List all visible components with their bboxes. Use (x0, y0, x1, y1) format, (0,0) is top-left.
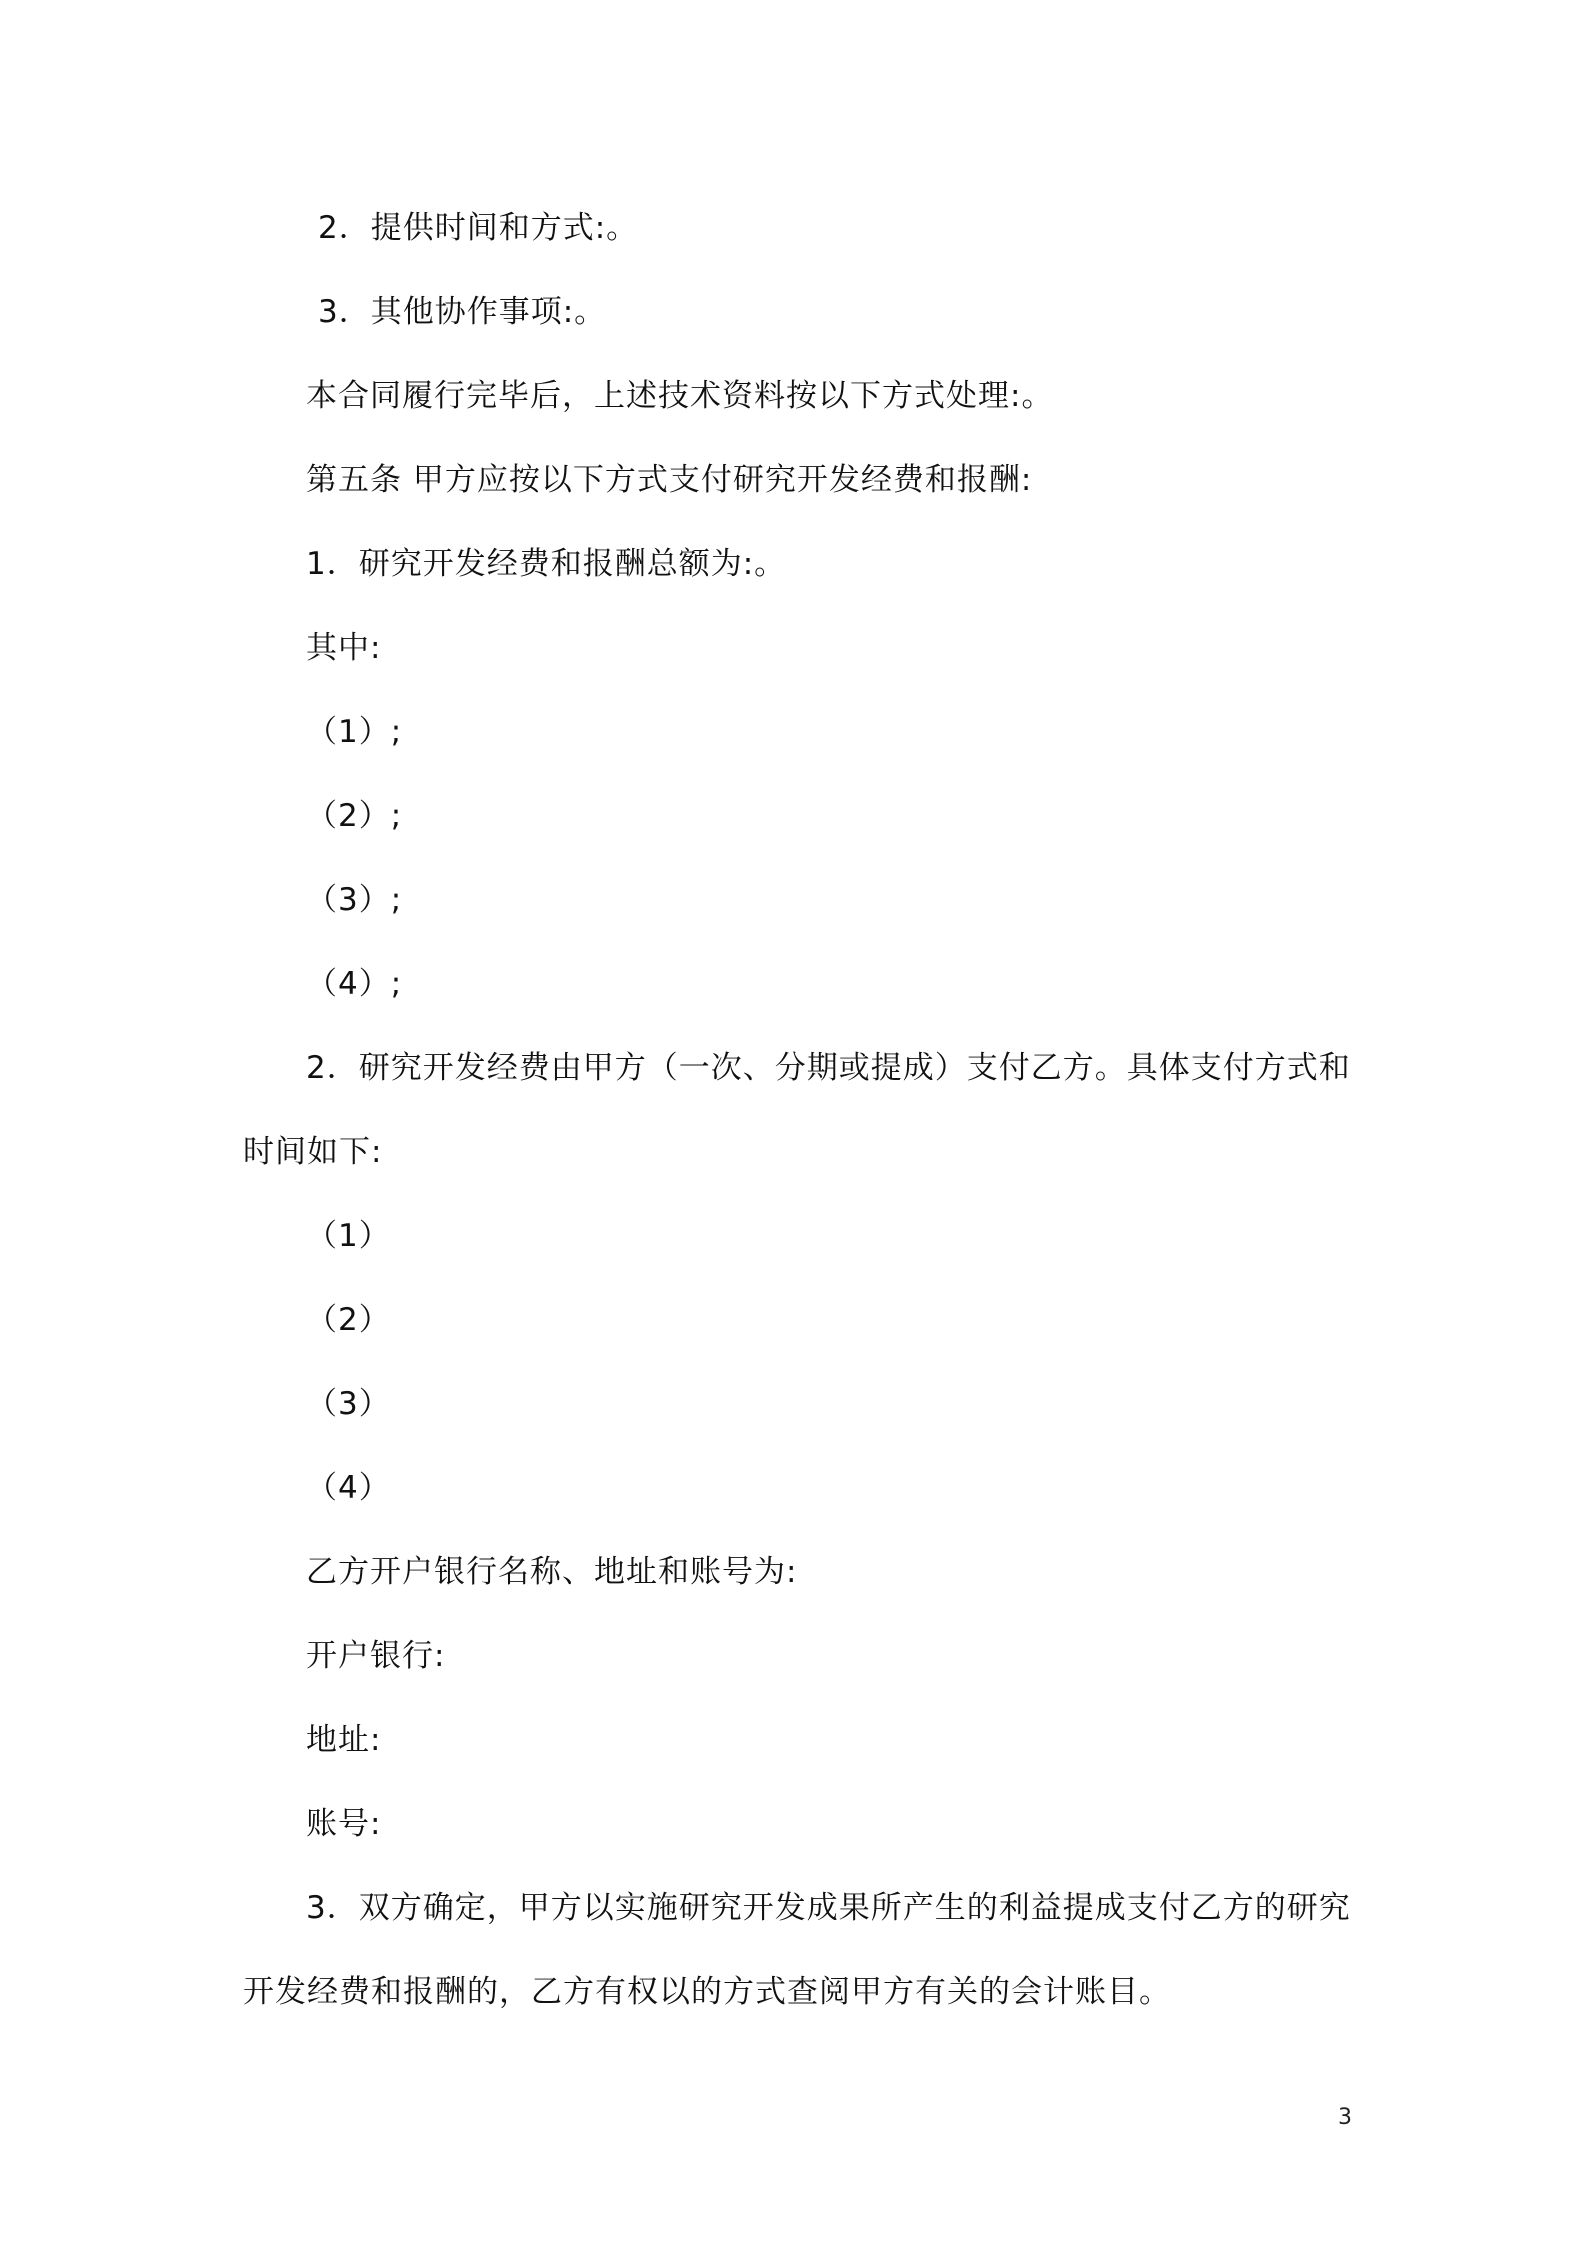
list-item-1: （1）; (306, 714, 403, 750)
schedule-item-1: （1） (306, 1218, 391, 1254)
payment-method-line-1: 2．研究开发经费由甲方（一次、分期或提成）支付乙方。具体支付方式和 (306, 1050, 1351, 1086)
clause-3-line-1: 3．双方确定，甲方以实施研究开发成果所产生的利益提成支付乙方的研究 (306, 1890, 1351, 1926)
list-item-3: （3）; (306, 882, 403, 918)
article-5-heading: 第五条 甲方应按以下方式支付研究开发经费和报酬: (306, 462, 1033, 498)
list-item-2: （2）; (306, 798, 403, 834)
schedule-item-4: （4） (306, 1470, 391, 1506)
payment-method-line-2: 时间如下: (243, 1134, 383, 1170)
bank-details-heading: 乙方开户银行名称、地址和账号为: (306, 1554, 798, 1590)
account-number-label: 账号: (306, 1806, 382, 1842)
list-item-4: （4）; (306, 966, 403, 1002)
bank-name-label: 开户银行: (306, 1638, 446, 1674)
clause-3-other-cooperation: 3．其他协作事项:。 (318, 294, 607, 330)
clause-3-line-2: 开发经费和报酬的，乙方有权以的方式查阅甲方有关的会计账目。 (243, 1974, 1171, 2010)
payment-total: 1．研究开发经费和报酬总额为:。 (306, 546, 787, 582)
bank-address-label: 地址: (306, 1722, 382, 1758)
page-number: 3 (1338, 2105, 1352, 2130)
clause-2-provision-time: 2．提供时间和方式:。 (318, 210, 639, 246)
schedule-item-2: （2） (306, 1302, 391, 1338)
schedule-item-3: （3） (306, 1386, 391, 1422)
among-which-label: 其中: (306, 630, 382, 666)
technical-data-handling: 本合同履行完毕后，上述技术资料按以下方式处理:。 (306, 378, 1054, 414)
